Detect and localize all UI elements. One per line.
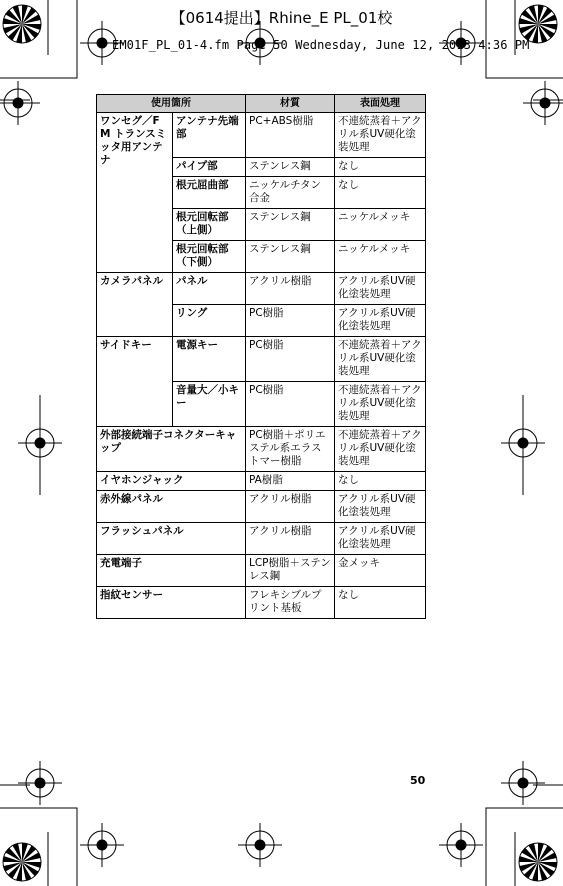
material-cell: PC樹脂 <box>246 382 335 427</box>
material-cell: LCP樹脂＋ステンレス鋼 <box>246 555 335 587</box>
material-cell: アクリル樹脂 <box>246 273 335 305</box>
table-row <box>97 427 426 472</box>
part-cell: イヤホンジャック <box>97 472 246 491</box>
part-cell: リング <box>173 305 246 337</box>
finish-cell: ニッケルメッキ <box>335 241 426 273</box>
part-cell: アンテナ先端部 <box>173 113 246 158</box>
table-row <box>97 337 426 382</box>
finish-cell: 不連続蒸着＋アクリル系UV硬化塗装処理 <box>335 427 426 472</box>
material-cell: PC樹脂 <box>246 337 335 382</box>
table-row <box>97 587 426 619</box>
material-cell: ステンレス鋼 <box>246 158 335 177</box>
table-row <box>97 113 426 158</box>
finish-cell: なし <box>335 158 426 177</box>
finish-cell: アクリル系UV硬化塗装処理 <box>335 273 426 305</box>
table-row <box>97 555 426 587</box>
part-cell: 外部接続端子コネクターキャップ <box>97 427 246 472</box>
material-cell: アクリル樹脂 <box>246 523 335 555</box>
table-row <box>97 523 426 555</box>
finish-cell: 金メッキ <box>335 555 426 587</box>
finish-cell: アクリル系UV硬化塗装処理 <box>335 523 426 555</box>
finish-cell: なし <box>335 472 426 491</box>
material-cell: PA樹脂 <box>246 472 335 491</box>
part-cell: 根元回転部（上側） <box>173 209 246 241</box>
header-location: 使用箇所 <box>97 95 246 113</box>
page-number: 50 <box>410 774 426 787</box>
finish-cell: アクリル系UV硬化塗装処理 <box>335 491 426 523</box>
finish-cell: 不連続蒸着＋アクリル系UV硬化塗装処理 <box>335 337 426 382</box>
part-cell: 電源キー <box>173 337 246 382</box>
part-cell: パネル <box>173 273 246 305</box>
material-cell: PC樹脂＋ポリエステル系エラストマー樹脂 <box>246 427 335 472</box>
table-row <box>97 491 426 523</box>
part-cell: 根元回転部（下側） <box>173 241 246 273</box>
part-cell: 赤外線パネル <box>97 491 246 523</box>
print-job-title: 【0614提出】Rhine_E PL_01校 <box>170 9 393 27</box>
material-cell: PC樹脂 <box>246 305 335 337</box>
group-cell: カメラパネル <box>97 273 173 337</box>
finish-cell: 不連続蒸着＋アクリル系UV硬化塗装処理 <box>335 113 426 158</box>
table-row <box>97 273 426 305</box>
file-info-line: EM01F_PL_01-4.fm Page 50 Wednesday, June 12, 2013 4:36 PM <box>112 38 530 52</box>
part-cell: 指紋センサー <box>97 587 246 619</box>
part-cell: 充電端子 <box>97 555 246 587</box>
group-cell: サイドキー <box>97 337 173 427</box>
material-cell: ステンレス鋼 <box>246 209 335 241</box>
part-cell: フラッシュパネル <box>97 523 246 555</box>
material-cell: ステンレス鋼 <box>246 241 335 273</box>
material-cell: アクリル樹脂 <box>246 491 335 523</box>
table-row <box>97 472 426 491</box>
material-cell: ニッケルチタン合金 <box>246 177 335 209</box>
part-cell: 音量大／小キー <box>173 382 246 427</box>
finish-cell: アクリル系UV硬化塗装処理 <box>335 305 426 337</box>
header-material: 材質 <box>246 95 335 113</box>
part-cell: パイプ部 <box>173 158 246 177</box>
material-cell: フレキシブルプリント基板 <box>246 587 335 619</box>
materials-table <box>96 94 426 619</box>
finish-cell: 不連続蒸着＋アクリル系UV硬化塗装処理 <box>335 382 426 427</box>
table-header-row <box>97 95 426 113</box>
header-finish: 表面処理 <box>335 95 426 113</box>
finish-cell: なし <box>335 587 426 619</box>
finish-cell: なし <box>335 177 426 209</box>
part-cell: 根元屈曲部 <box>173 177 246 209</box>
group-cell: ワンセグ／FM トランスミッタ用アンテナ <box>97 113 173 273</box>
material-cell: PC+ABS樹脂 <box>246 113 335 158</box>
finish-cell: ニッケルメッキ <box>335 209 426 241</box>
